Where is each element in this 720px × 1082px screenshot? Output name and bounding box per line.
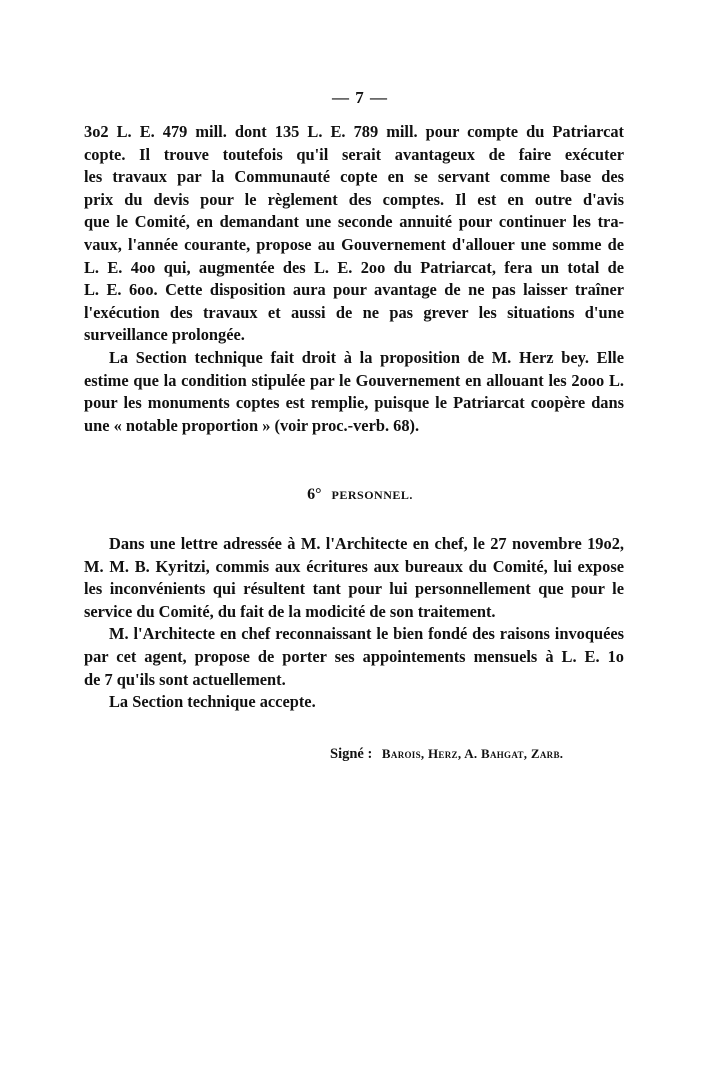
text-line: M. M. B. Kyritzi, commis aux écritures aux bureaux du Comité, lui expose	[84, 556, 624, 576]
section-heading	[0, 486, 720, 504]
section-title: PERSONNEL.	[331, 488, 413, 502]
text-line: vaux, l'année courante, propose au Gouvernement d'allouer une somme de	[84, 234, 624, 254]
text-line: de 7 qu'ils sont actuellement.	[84, 669, 286, 689]
text-line: copte. Il trouve toutefois qu'il serait avantageux de faire exécuter	[84, 144, 624, 164]
text-line: estime que la condition stipulée par le Gouvernement en allouant les 2ooo L.	[84, 370, 624, 390]
text-line: que le Comité, en demandant une seconde annuité pour continuer les tra-	[84, 212, 624, 232]
text-line: L. E. 6oo. Cette disposition aura pour avantage de ne pas laisser traîner	[84, 280, 624, 300]
text-line: 3o2 L. E. 479 mill. dont 135 L. E. 789 mill. pour compte du Patriarcat	[84, 122, 624, 141]
text-line: surveillance prolongée.	[84, 325, 245, 345]
text-line: Dans une lettre adressée à M. l'Architecte en chef, le 27 novembre 19o2,	[109, 534, 624, 553]
text-line: La Section technique accepte.	[109, 692, 316, 712]
text-line: une « notable proportion » (voir proc.-verb. 68).	[84, 415, 420, 435]
text-line: prix du devis pour le règlement des comptes. Il est en outre d'avis	[84, 189, 624, 209]
page-number: — 7 —	[332, 88, 388, 107]
text-line: par cet agent, propose de porter ses appointements mensuels à L. E. 1o	[84, 646, 624, 666]
text-line: l'exécution des travaux et aussi de ne pas grever les situations d'une	[84, 302, 624, 322]
text-line: les inconvénients qui résultent tant pour lui personnellement que pour le	[84, 579, 624, 599]
text-line: M. l'Architecte en chef reconnaissant le bien fondé des raisons invoquées	[109, 624, 624, 644]
paragraph-block-budget	[84, 121, 624, 437]
text-line: les travaux par la Communauté copte en se servant comme base des	[84, 167, 624, 187]
signature-line	[330, 746, 563, 763]
paragraph-block-personnel	[84, 533, 624, 714]
signatory-names: Barois, Herz, A. Bahgat, Zarb.	[381, 746, 564, 761]
text-line: L. E. 4oo qui, augmentée des L. E. 2oo du Patriarcat, fera un total de	[84, 257, 624, 277]
section-number: 6°	[307, 486, 322, 503]
text-line: service du Comité, du fait de la modicité de son traitement.	[84, 601, 496, 621]
text-line: pour les monuments coptes est remplie, puisque le Patriarcat coopère dans	[84, 393, 624, 413]
signature-label: Signé :	[330, 746, 373, 762]
text-line: La Section technique fait droit à la proposition de M. Herz bey. Elle	[109, 347, 624, 367]
